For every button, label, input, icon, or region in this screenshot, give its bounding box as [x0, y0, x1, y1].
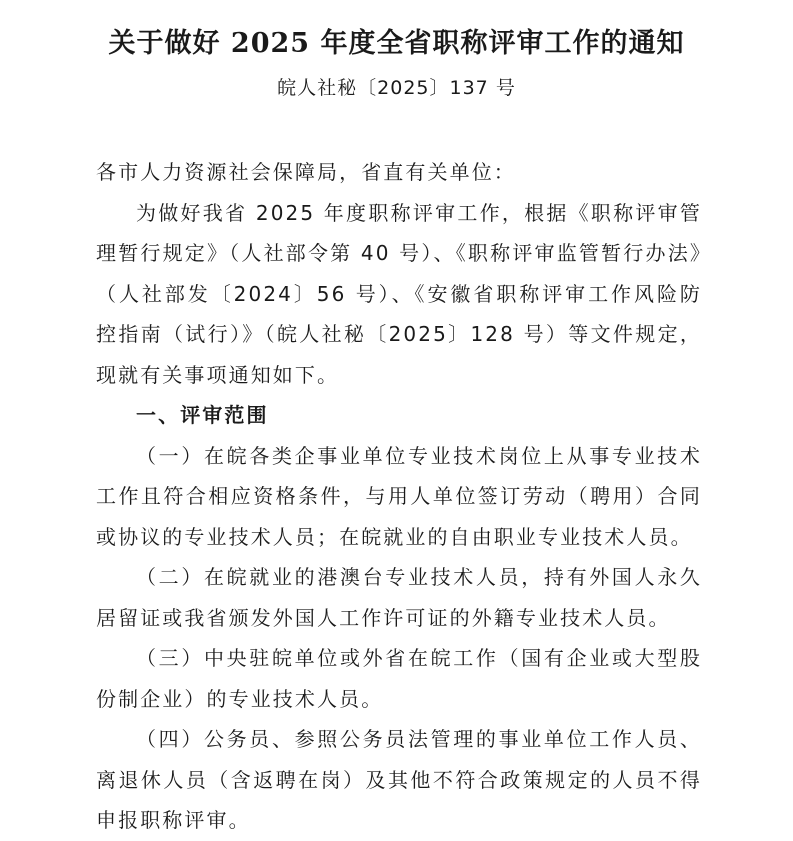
document-body: [96, 152, 702, 841]
scope-item-3: （三）中央驻皖单位或外省在皖工作（国有企业或大型股份制企业）的专业技术人员。: [96, 646, 702, 711]
document-title: 关于做好 2025 年度全省职称评审工作的通知: [108, 28, 685, 59]
scope-item-4: （四）公务员、参照公务员法管理的事业单位工作人员、离退休人员（含返聘在岗）及其他不符合政策规定的人员不得申报职称评审。: [96, 727, 702, 832]
scope-item-2: （二）在皖就业的港澳台专业技术人员，持有外国人永久居留证或我省颁发外国人工作许可证的外籍专业技术人员。: [96, 565, 702, 630]
document-number: 皖人社秘〔2025〕137 号: [277, 77, 516, 99]
intro-paragraph: 为做好我省 2025 年度职称评审工作，根据《职称评审管理暂行规定》（人社部令第 40 号）、《职称评审监管暂行办法》（人社部发〔2024〕56 号）、《安徽省职称评审工作风险防控指南（试行）》（皖人社秘〔2025〕128 号）等文件规定，现就有关事项通知如下。: [96, 200, 702, 387]
section-heading-scope: 一、评审范围: [136, 403, 269, 427]
addressee: 各市人力资源社会保障局，省直有关单位：: [96, 160, 516, 184]
scope-item-1: （一）在皖各类企事业单位专业技术岗位上从事专业技术工作且符合相应资格条件，与用人单位签订劳动（聘用）合同或协议的专业技术人员；在皖就业的自由职业专业技术人员。: [96, 443, 702, 549]
